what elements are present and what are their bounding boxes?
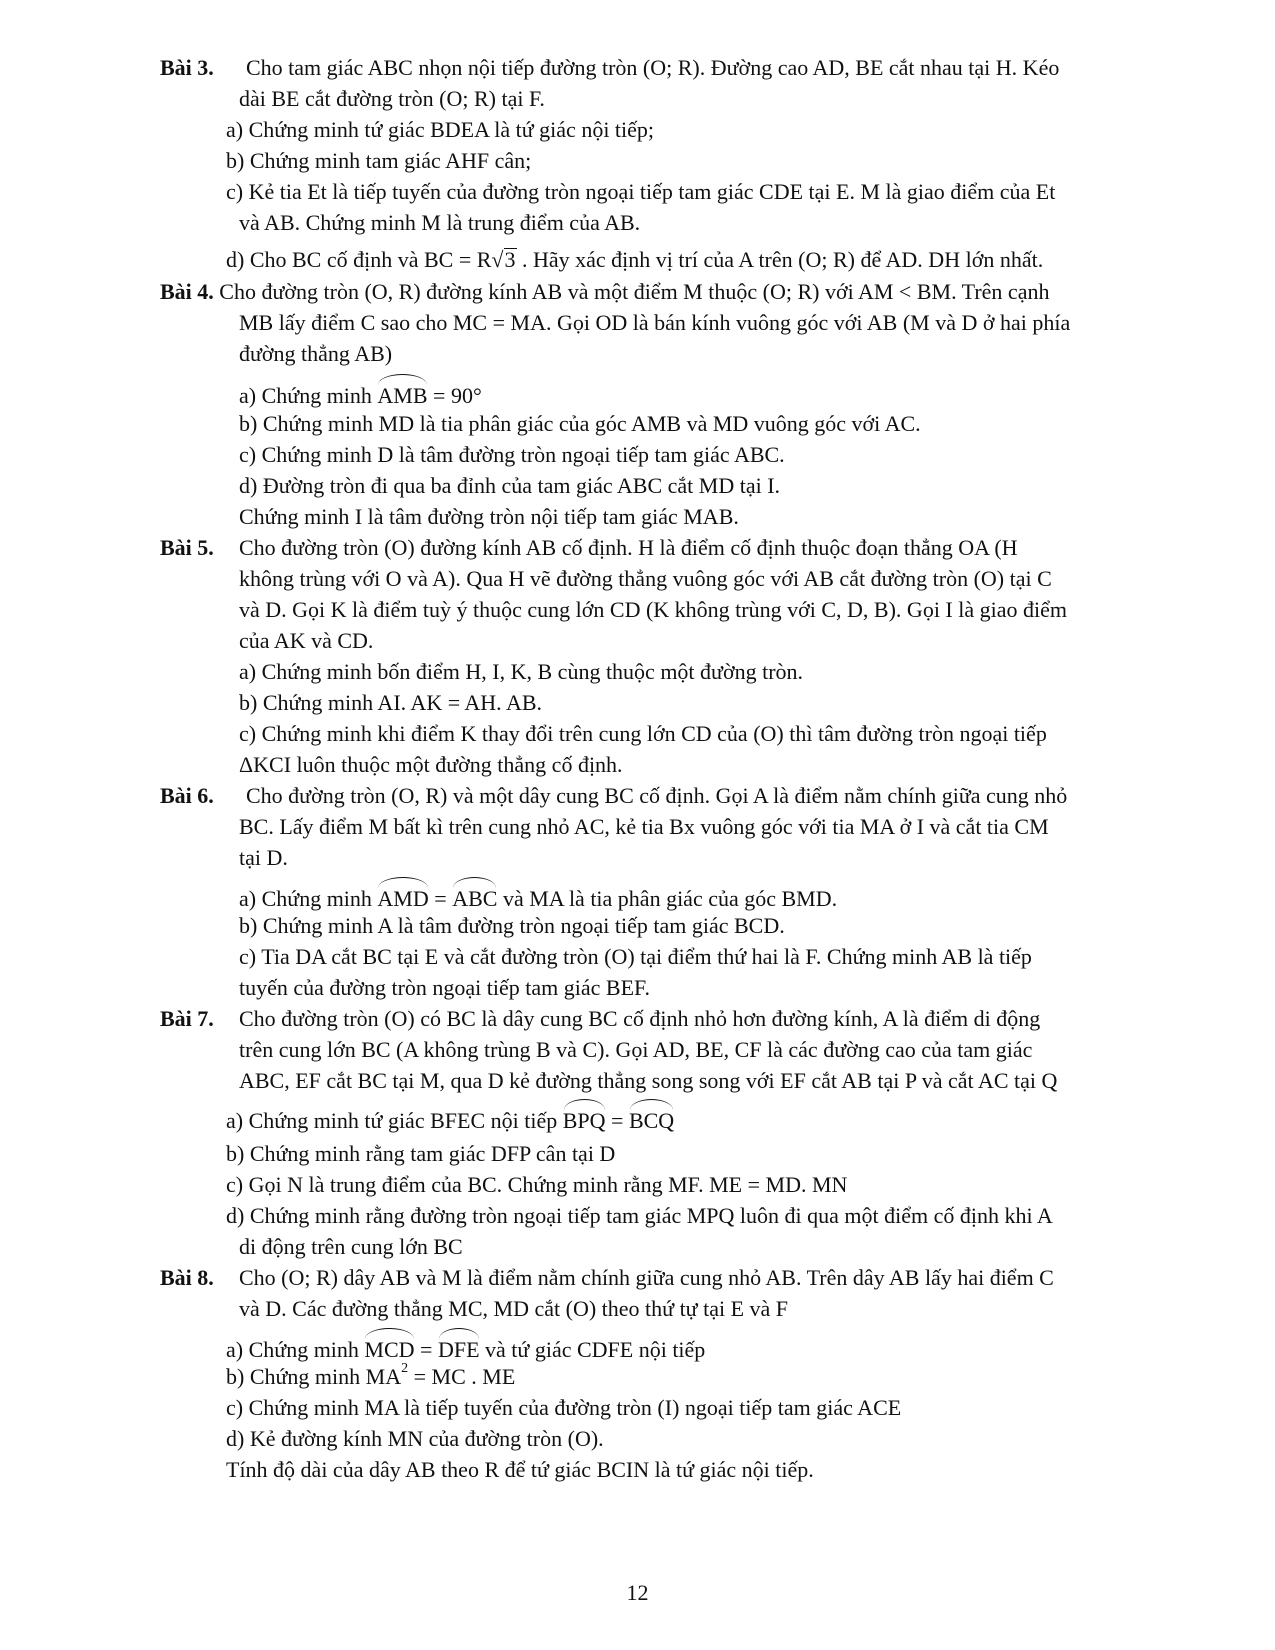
bai4-a-value: = 90° (427, 383, 482, 408)
equals-sign: = (414, 1337, 438, 1362)
bai3-part-c-line2: và AB. Chứng minh M là trung điểm của AB. (239, 210, 641, 235)
exponent: 2 (401, 1361, 409, 1376)
bai5-part-b: b) Chứng minh AI. AK = AH. AB. (239, 690, 543, 715)
bai4-stem-line3: đường thẳng AB) (239, 341, 393, 366)
arc-dfe: DFE (438, 1331, 480, 1365)
bai6-a-text: a) Chứng minh (239, 886, 378, 911)
arc-mcd: MCD (364, 1331, 414, 1365)
bai3-stem-line1: Cho tam giác ABC nhọn nội tiếp đường tròn (O; R). Đường cao AD, BE cắt nhau tại H. Kéo (246, 55, 1060, 80)
bai6-a-text-post: và MA là tia phân giác của góc BMD. (497, 886, 838, 911)
arc-amd: AMD (377, 880, 428, 914)
bai8-part-d-line2: Tính độ dài của dây AB theo R để tứ giác BCIN là tứ giác nội tiếp. (226, 1457, 814, 1482)
bai3-d-text-pre: d) Cho BC cố định và BC = R (226, 247, 492, 272)
sqrt-radicand: 3 (504, 247, 516, 272)
bai4-part-b: b) Chứng minh MD là tia phân giác của góc AMB và MD vuông góc với AC. (239, 411, 921, 436)
bai3-part-b: b) Chứng minh tam giác AHF cân; (226, 148, 532, 173)
bai5-stem-line2: không trùng với O và A). Qua H vẽ đường thẳng vuông góc với AB cắt đường tròn (O) tại C (239, 566, 1052, 591)
bai6-part-c-line1: c) Tia DA cắt BC tại E và cắt đường tròn (O) tại điểm thứ hai là F. Chứng minh AB là tiếp (239, 944, 1032, 969)
bai6-stem-line2: BC. Lấy điểm M bất kì trên cung nhỏ AC, kẻ tia Bx vuông góc với tia MA ở I và cắt tia CM (239, 814, 1049, 839)
bai8-label: Bài 8. (160, 1265, 214, 1290)
bai4-part-d-line1: d) Đường tròn đi qua ba đỉnh của tam giác ABC cắt MD tại I. (239, 473, 781, 498)
bai8-part-a (226, 1331, 705, 1365)
bai4-first-line (160, 277, 1049, 307)
bai5-part-c-line2: ΔKCI luôn thuộc một đường thẳng cố định. (239, 752, 623, 777)
bai7-part-a (226, 1102, 674, 1136)
bai3-stem-line2: dài BE cắt đường tròn (O; R) tại F. (239, 86, 545, 111)
bai3-part-c-line1: c) Kẻ tia Et là tiếp tuyến của đường tròn ngoại tiếp tam giác CDE tại E. M là giao điểm của Et (226, 179, 1056, 204)
bai7-stem-line3: ABC, EF cắt BC tại M, qua D kẻ đường thẳng song song với EF cắt AB tại P và cắt AC tại Q (239, 1068, 1058, 1093)
arc-abc: ABC (452, 880, 497, 914)
bai5-label: Bài 5. (160, 535, 214, 560)
page-number: 12 (626, 1580, 649, 1605)
bai8-stem-line2: và D. Các đường thẳng MC, MD cắt (O) theo thứ tự tại E và F (239, 1296, 789, 1321)
bai5-part-a: a) Chứng minh bốn điểm H, I, K, B cùng thuộc một đường tròn. (239, 659, 804, 684)
bai3-label: Bài 3. (160, 55, 214, 80)
bai4-part-c: c) Chứng minh D là tâm đường tròn ngoại tiếp tam giác ABC. (239, 442, 785, 467)
bai4-label: Bài 4. (160, 279, 214, 304)
bai7-part-b: b) Chứng minh rằng tam giác DFP cân tại D (226, 1141, 616, 1166)
bai4-a-text: a) Chứng minh (239, 383, 378, 408)
bai3-part-d (226, 245, 1043, 275)
bai5-part-c-line1: c) Chứng minh khi điểm K thay đổi trên cung lớn CD của (O) thì tâm đường tròn ngoại tiếp (239, 721, 1047, 746)
arc-bcq: BCQ (629, 1102, 674, 1136)
bai4-stem-line1: Cho đường tròn (O, R) đường kính AB và một điểm M thuộc (O; R) với AM < BM. Trên cạnh (219, 279, 1050, 304)
bai6-stem-line3: tại D. (239, 845, 288, 870)
bai5-stem-line1: Cho đường tròn (O) đường kính AB cố định. H là điểm cố định thuộc đoạn thẳng OA (H (239, 535, 1018, 560)
bai5-stem-line3: và D. Gọi K là điểm tuỳ ý thuộc cung lớn CD (K không trùng với C, D, B). Gọi I là giao điểm (239, 597, 1067, 622)
bai6-label: Bài 6. (160, 783, 214, 808)
bai7-stem-line2: trên cung lớn BC (A không trùng B và C). Gọi AD, BE, CF là các đường cao của tam giác (239, 1037, 1033, 1062)
bai5-stem-line4: của AK và CD. (239, 628, 374, 653)
bai8-part-c: c) Chứng minh MA là tiếp tuyến của đường tròn (I) ngoại tiếp tam giác ACE (226, 1395, 902, 1420)
equals-sign: = (605, 1108, 629, 1133)
bai6-stem-line1: Cho đường tròn (O, R) và một dây cung BC cố định. Gọi A là điểm nằm chính giữa cung nhỏ (246, 783, 1068, 808)
bai6-part-b: b) Chứng minh A là tâm đường tròn ngoại tiếp tam giác BCD. (239, 913, 785, 938)
bai4-part-d-line2: Chứng minh I là tâm đường tròn nội tiếp tam giác MAB. (239, 504, 739, 529)
bai6-part-a (239, 880, 837, 914)
bai7-label: Bài 7. (160, 1006, 214, 1031)
bai7-part-d-line1: d) Chứng minh rằng đường tròn ngoại tiếp tam giác MPQ luôn đi qua một điểm cố định khi A (226, 1203, 1053, 1228)
bai4-stem-line2: MB lấy điểm C sao cho MC = MA. Gọi OD là bán kính vuông góc với AB (M và D ở hai phía (239, 310, 1071, 335)
bai7-part-d-line2: di động trên cung lớn BC (239, 1234, 463, 1259)
bai8-a-text-post: và tứ giác CDFE nội tiếp (479, 1337, 706, 1362)
bai8-b-text: b) Chứng minh MA (226, 1364, 402, 1389)
bai3-part-a: a) Chứng minh tứ giác BDEA là tứ giác nội tiếp; (226, 117, 655, 142)
bai8-part-b (226, 1362, 515, 1392)
bai7-part-c: c) Gọi N là trung điểm của BC. Chứng minh rằng MF. ME = MD. MN (226, 1172, 848, 1197)
bai4-part-a (239, 377, 482, 411)
sqrt-symbol: √ (491, 247, 504, 272)
bai8-b-text-post: = MC . ME (408, 1364, 516, 1389)
arc-amb: AMB (377, 377, 427, 411)
bai3-d-text-post: . Hãy xác định vị trí của A trên (O; R) để AD. DH lớn nhất. (516, 247, 1044, 272)
bai7-a-text: a) Chứng minh tứ giác BFEC nội tiếp (226, 1108, 563, 1133)
bai8-a-text: a) Chứng minh (226, 1337, 365, 1362)
bai7-stem-line1: Cho đường tròn (O) có BC là dây cung BC cố định nhỏ hơn đường kính, A là điểm di động (239, 1006, 1041, 1031)
bai8-part-d-line1: d) Kẻ đường kính MN của đường tròn (O). (226, 1426, 604, 1451)
bai8-stem-line1: Cho (O; R) dây AB và M là điểm nằm chính giữa cung nhỏ AB. Trên dây AB lấy hai điểm C (239, 1265, 1054, 1290)
arc-bpq: BPQ (563, 1102, 606, 1136)
equals-sign: = (428, 886, 453, 911)
bai6-part-c-line2: tuyến của đường tròn ngoại tiếp tam giác BEF. (239, 975, 650, 1000)
